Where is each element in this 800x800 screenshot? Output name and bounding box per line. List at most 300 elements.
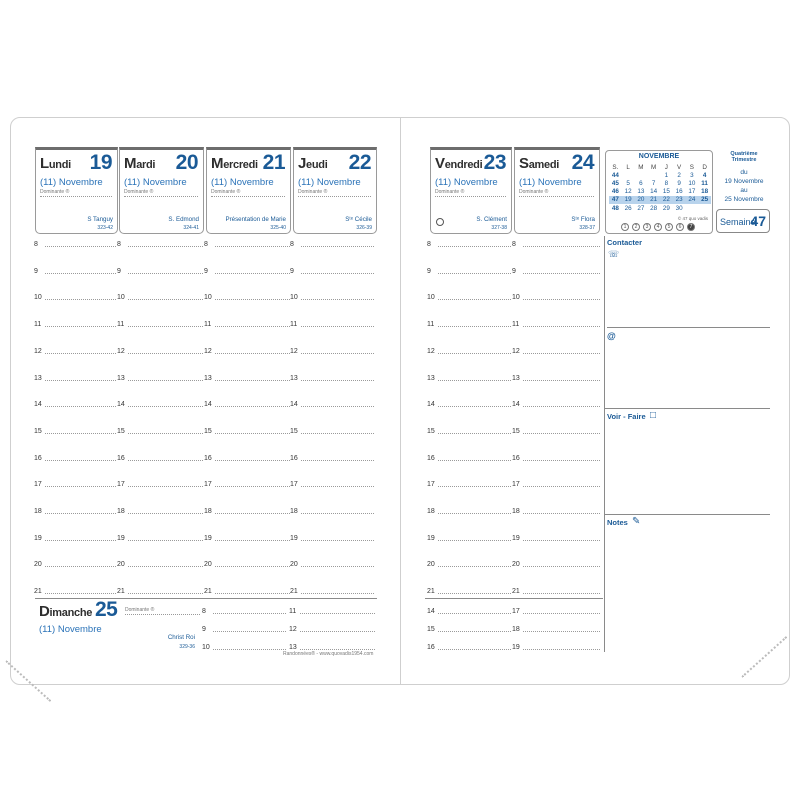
hour-line[interactable] [512, 533, 602, 543]
pen-icon: ✎ [632, 516, 641, 527]
hour-number: 10 [202, 644, 210, 651]
calendar-week-number: 47 [609, 196, 622, 204]
hour-line[interactable] [427, 266, 513, 276]
hour-number: 14 [117, 401, 125, 409]
day-number: 21 [262, 151, 285, 174]
hour-number: 11 [290, 321, 298, 329]
hour-number: 14 [512, 401, 520, 409]
hour-line[interactable] [427, 586, 513, 596]
hour-line[interactable] [512, 506, 602, 516]
hour-line[interactable] [427, 346, 513, 356]
hour-line[interactable] [202, 642, 288, 652]
hour-line[interactable] [290, 506, 376, 516]
hour-line[interactable] [117, 479, 205, 489]
hour-number: 12 [204, 347, 212, 355]
hour-line[interactable] [34, 453, 118, 463]
hour-writing-line [523, 649, 600, 650]
hour-writing-line [523, 353, 600, 354]
hour-line[interactable] [117, 239, 205, 249]
hour-number: 16 [512, 454, 520, 462]
hour-number: 12 [34, 347, 42, 355]
calendar-day: 28 [650, 204, 658, 212]
hour-writing-line [438, 486, 511, 487]
hour-line[interactable] [204, 346, 292, 356]
hour-line[interactable] [512, 642, 602, 652]
hour-line[interactable] [290, 426, 376, 436]
dominante-field[interactable]: Dominante ® [211, 189, 285, 197]
hour-number: 21 [427, 588, 435, 596]
hour-line[interactable] [427, 642, 513, 652]
calendar-week-number: 48 [611, 204, 619, 212]
hour-number: 12 [290, 347, 298, 355]
hour-line[interactable] [512, 426, 602, 436]
calendar-title: NOVEMBRE [638, 153, 680, 160]
hour-line[interactable] [427, 606, 513, 616]
calendar-day: 24 [686, 196, 699, 204]
quarter-to: 25 Novembre [724, 196, 764, 203]
hour-writing-line [45, 353, 116, 354]
hour-line[interactable] [204, 399, 292, 409]
calendar-day: 30 [675, 204, 683, 212]
hour-line[interactable] [290, 239, 376, 249]
hour-writing-line [45, 273, 116, 274]
hour-writing-line [213, 613, 286, 614]
hour-line[interactable] [204, 373, 292, 383]
hour-writing-line [301, 326, 374, 327]
hour-line[interactable] [117, 266, 205, 276]
weekday-dot: 7 [687, 223, 695, 231]
hour-line[interactable] [512, 266, 602, 276]
hour-number: 19 [34, 534, 42, 542]
hour-writing-line [523, 566, 600, 567]
hour-number: 8 [290, 241, 294, 248]
week-number: 47 [750, 213, 766, 229]
hour-writing-line [128, 246, 203, 247]
hour-number: 17 [512, 608, 520, 615]
hour-line[interactable] [427, 506, 513, 516]
hour-line[interactable] [512, 586, 602, 596]
hour-number: 11 [34, 321, 42, 329]
hour-writing-line [45, 433, 116, 434]
hour-line[interactable] [117, 399, 205, 409]
hour-number: 19 [290, 534, 298, 542]
hour-line[interactable] [289, 606, 377, 616]
saint-name: Sᵗᵉ Flora [571, 216, 595, 223]
hour-number: 21 [117, 588, 125, 596]
day-code: 327-38 [491, 225, 507, 231]
hour-line[interactable] [117, 346, 205, 356]
hour-line[interactable] [427, 479, 513, 489]
hour-line[interactable] [289, 624, 377, 634]
hour-line[interactable] [117, 373, 205, 383]
saint-name: S. Clément [476, 216, 507, 223]
calendar-day: 27 [637, 204, 645, 212]
hour-line[interactable] [427, 624, 513, 634]
hour-number: 16 [427, 644, 435, 651]
hour-line[interactable] [204, 292, 292, 302]
hour-writing-line [215, 433, 290, 434]
hour-writing-line [128, 486, 203, 487]
hour-line[interactable] [34, 346, 118, 356]
hour-line[interactable] [204, 266, 292, 276]
day-month: (11) Novembre [298, 177, 361, 188]
calendar-day: 11 [701, 179, 708, 187]
hour-writing-line [45, 593, 116, 594]
hour-writing-line [213, 631, 286, 632]
contact-email-label: @ [607, 331, 616, 341]
hour-writing-line [45, 246, 116, 247]
hour-writing-line [128, 326, 203, 327]
hour-writing-line [128, 566, 203, 567]
weekend-top-rule [425, 598, 603, 599]
hour-line[interactable] [512, 624, 602, 634]
hour-line[interactable] [290, 533, 376, 543]
hour-number: 16 [290, 454, 298, 462]
hour-number: 16 [204, 454, 212, 462]
hour-number: 11 [512, 321, 520, 329]
hour-line[interactable] [512, 559, 602, 569]
day-name: Jeudi [298, 155, 328, 172]
hour-line[interactable] [290, 559, 376, 569]
hour-line[interactable] [290, 373, 376, 383]
calendar-day: 21 [647, 196, 660, 204]
hour-line[interactable] [427, 292, 513, 302]
hour-line[interactable] [427, 559, 513, 569]
hour-writing-line [438, 406, 511, 407]
hour-number: 15 [117, 427, 125, 435]
hour-writing-line [301, 540, 374, 541]
hour-line[interactable] [202, 606, 288, 616]
hour-line[interactable] [34, 559, 118, 569]
calendar-day: 17 [688, 188, 696, 196]
hour-line[interactable] [427, 373, 513, 383]
day-name: Vendredi [435, 155, 483, 172]
saint-name: Sᵗᵉ Cécile [345, 216, 372, 223]
hour-number: 20 [204, 561, 212, 569]
dominante-field[interactable]: Dominante ® [298, 189, 371, 197]
day-name: Samedi [519, 155, 560, 172]
hour-line[interactable] [427, 453, 513, 463]
hour-number: 9 [290, 267, 294, 275]
hour-number: 12 [427, 347, 435, 355]
calendar-header: M [651, 163, 657, 171]
hour-writing-line [215, 326, 290, 327]
hour-number: 11 [117, 321, 125, 329]
calendar-day [647, 171, 660, 179]
hour-line[interactable] [512, 373, 602, 383]
hour-line[interactable] [512, 606, 602, 616]
calendar-day: 19 [622, 196, 635, 204]
hour-number: 15 [427, 427, 435, 435]
hour-line[interactable] [117, 559, 205, 569]
hour-line[interactable] [290, 453, 376, 463]
day-number: 20 [175, 151, 198, 174]
hour-writing-line [301, 380, 374, 381]
week-label: Semaine [720, 217, 756, 227]
hour-number: 13 [117, 374, 125, 382]
hour-number: 21 [290, 588, 298, 596]
hour-number: 21 [512, 588, 520, 596]
hour-line[interactable] [34, 479, 118, 489]
hour-number: 9 [512, 267, 516, 275]
hour-number: 11 [427, 321, 435, 329]
hour-number: 17 [290, 481, 298, 489]
hour-line[interactable] [512, 239, 602, 249]
hour-line[interactable] [290, 319, 376, 329]
quarter-from: 19 Novembre [724, 178, 764, 185]
hour-line[interactable] [117, 453, 205, 463]
hour-number: 15 [427, 626, 435, 633]
quarter-du: du [740, 169, 748, 176]
hour-number: 18 [204, 508, 212, 515]
calendar-day: 13 [637, 188, 645, 196]
mini-calendar [605, 150, 713, 234]
footer-credit: Randonnées® - www.quovadis1954.com [283, 651, 374, 657]
hour-line[interactable] [290, 346, 376, 356]
hour-number: 15 [204, 427, 212, 435]
hour-line[interactable] [34, 586, 118, 596]
weekday-dots [621, 223, 695, 231]
hour-number: 13 [34, 374, 42, 382]
hour-line[interactable] [204, 506, 292, 516]
hour-number: 19 [427, 534, 435, 542]
day-number: 24 [571, 151, 594, 174]
hour-writing-line [301, 246, 374, 247]
day-code: 324-41 [183, 225, 199, 231]
hour-writing-line [523, 460, 600, 461]
hour-line[interactable] [427, 399, 513, 409]
binding-spine [400, 117, 401, 685]
hour-writing-line [523, 326, 600, 327]
hour-writing-line [438, 273, 511, 274]
hour-writing-line [128, 353, 203, 354]
hour-line[interactable] [204, 479, 292, 489]
hour-line[interactable] [512, 453, 602, 463]
day-code: 328-37 [579, 225, 595, 231]
calendar-header: S. [612, 163, 619, 171]
hour-number: 19 [117, 534, 125, 542]
quarter-au: au [740, 187, 748, 194]
hour-line[interactable] [117, 292, 205, 302]
hour-number: 18 [512, 626, 520, 633]
week-box [716, 209, 770, 233]
calendar-day: 10 [688, 179, 696, 187]
hour-line[interactable] [34, 266, 118, 276]
hour-line[interactable] [117, 319, 205, 329]
hour-writing-line [128, 433, 203, 434]
dominante-field[interactable]: Dominante ® [40, 189, 112, 197]
hour-line[interactable] [204, 319, 292, 329]
hour-number: 17 [512, 481, 520, 489]
hour-number: 9 [34, 267, 38, 275]
hour-line[interactable] [427, 319, 513, 329]
hour-writing-line [128, 380, 203, 381]
calendar-day [635, 171, 648, 179]
calendar-day: 25 [698, 196, 711, 204]
day-number: 23 [483, 151, 506, 174]
hour-line[interactable] [204, 426, 292, 436]
hour-line[interactable] [34, 506, 118, 516]
hour-line[interactable] [204, 453, 292, 463]
hour-number: 16 [427, 454, 435, 462]
dominante-field[interactable]: Dominante ® [124, 189, 198, 197]
hour-writing-line [128, 299, 203, 300]
hour-writing-line [215, 460, 290, 461]
dominante-field[interactable]: Dominante ® [519, 189, 594, 197]
saint-name: S. Edmond [168, 216, 199, 223]
hour-writing-line [301, 513, 374, 514]
hour-line[interactable] [117, 586, 205, 596]
hour-number: 8 [117, 241, 121, 248]
weekday-dot: 3 [643, 223, 651, 231]
hour-writing-line [301, 433, 374, 434]
hour-line[interactable] [117, 533, 205, 543]
calendar-day: 3 [690, 171, 694, 179]
hour-writing-line [523, 380, 600, 381]
hour-number: 8 [204, 241, 208, 248]
calendar-day: 14 [650, 188, 658, 196]
hour-line[interactable] [117, 506, 205, 516]
sunday-box [35, 599, 200, 655]
hour-number: 8 [202, 608, 206, 615]
hour-number: 13 [427, 374, 435, 382]
hour-line[interactable] [290, 586, 376, 596]
hour-writing-line [45, 566, 116, 567]
hour-line[interactable] [204, 586, 292, 596]
hour-number: 8 [34, 241, 38, 248]
hour-writing-line [45, 460, 116, 461]
dominante-field[interactable]: Dominante ® [435, 189, 506, 197]
hour-line[interactable] [34, 319, 118, 329]
hour-writing-line [523, 513, 600, 514]
day-number: 25 [95, 598, 118, 621]
hour-number: 16 [34, 454, 42, 462]
hour-number: 18 [427, 508, 435, 515]
hour-line[interactable] [290, 479, 376, 489]
day-number: 22 [348, 151, 371, 174]
dominante-field[interactable]: Dominante ® [125, 607, 200, 615]
hour-writing-line [438, 380, 511, 381]
hour-line[interactable] [34, 239, 118, 249]
hour-line[interactable] [204, 239, 292, 249]
hour-line[interactable] [512, 399, 602, 409]
hour-number: 9 [427, 267, 431, 275]
hour-writing-line [215, 566, 290, 567]
day-code: 325-40 [270, 225, 286, 231]
day-month: (11) Novembre [211, 177, 274, 188]
hour-line[interactable] [427, 426, 513, 436]
hour-number: 21 [204, 588, 212, 596]
calendar-day: 12 [624, 188, 632, 196]
hour-line[interactable] [34, 373, 118, 383]
saint-name: Présentation de Marie [225, 216, 286, 223]
calendar-day: 26 [624, 204, 632, 212]
calendar-day: 7 [651, 179, 656, 187]
hour-writing-line [300, 613, 375, 614]
hour-writing-line [128, 540, 203, 541]
day-number: 19 [89, 151, 112, 174]
hour-writing-line [300, 631, 375, 632]
hour-number: 14 [290, 401, 298, 409]
hour-number: 10 [34, 294, 42, 302]
hour-line[interactable] [290, 292, 376, 302]
hour-number: 10 [512, 294, 520, 302]
calendar-day: 1 [664, 171, 669, 179]
moon-phase-icon [436, 218, 444, 226]
weekday-dot: 2 [632, 223, 640, 231]
calendar-header: M [638, 163, 644, 171]
hour-line[interactable] [512, 346, 602, 356]
hour-writing-line [300, 649, 375, 650]
hour-number: 20 [427, 561, 435, 569]
hour-writing-line [128, 593, 203, 594]
hour-number: 13 [290, 374, 298, 382]
hour-number: 12 [117, 347, 125, 355]
hour-writing-line [128, 406, 203, 407]
hour-number: 10 [427, 294, 435, 302]
hour-line[interactable] [204, 559, 292, 569]
hour-line[interactable] [117, 426, 205, 436]
hour-number: 14 [204, 401, 212, 409]
hour-writing-line [301, 406, 374, 407]
hour-number: 13 [512, 374, 520, 382]
hour-number: 19 [204, 534, 212, 542]
hour-line[interactable] [34, 426, 118, 436]
day-month: (11) Novembre [435, 177, 498, 188]
hour-writing-line [301, 353, 374, 354]
hour-writing-line [438, 460, 511, 461]
hour-line[interactable] [427, 239, 513, 249]
hour-line[interactable] [512, 292, 602, 302]
hour-line[interactable] [34, 533, 118, 543]
hour-line[interactable] [34, 399, 118, 409]
hour-writing-line [301, 486, 374, 487]
hour-number: 13 [289, 644, 297, 651]
calendar-week-number: 44 [611, 171, 619, 179]
hour-line[interactable] [512, 319, 602, 329]
calendar-header: J [664, 163, 668, 171]
calendar-day: 29 [662, 204, 670, 212]
hour-number: 17 [34, 481, 42, 489]
calendar-day: 16 [675, 188, 683, 196]
sidebar-divider [604, 236, 605, 652]
quarter-title: Quatrième Trimestre [730, 151, 758, 163]
hour-line[interactable] [202, 624, 288, 634]
hour-number: 12 [512, 347, 520, 355]
calendar-day: 8 [664, 179, 669, 187]
hour-writing-line [301, 460, 374, 461]
hour-number: 20 [290, 561, 298, 569]
hour-line[interactable] [290, 266, 376, 276]
day-month: (11) Novembre [519, 177, 582, 188]
hour-line[interactable] [204, 533, 292, 543]
hour-line[interactable] [34, 292, 118, 302]
hour-writing-line [438, 613, 511, 614]
hour-number: 14 [34, 401, 42, 409]
saint-name: Christ Roi [167, 634, 195, 641]
hour-writing-line [128, 513, 203, 514]
hour-number: 18 [512, 508, 520, 515]
hour-line[interactable] [427, 533, 513, 543]
calendar-day: 6 [639, 179, 643, 187]
day-name: Mardi [124, 155, 156, 172]
hour-number: 17 [427, 481, 435, 489]
calendar-grid [609, 163, 711, 212]
saint-name: S Tanguy [87, 216, 113, 223]
hour-line[interactable] [290, 399, 376, 409]
hour-line[interactable] [512, 479, 602, 489]
hour-writing-line [213, 649, 286, 650]
